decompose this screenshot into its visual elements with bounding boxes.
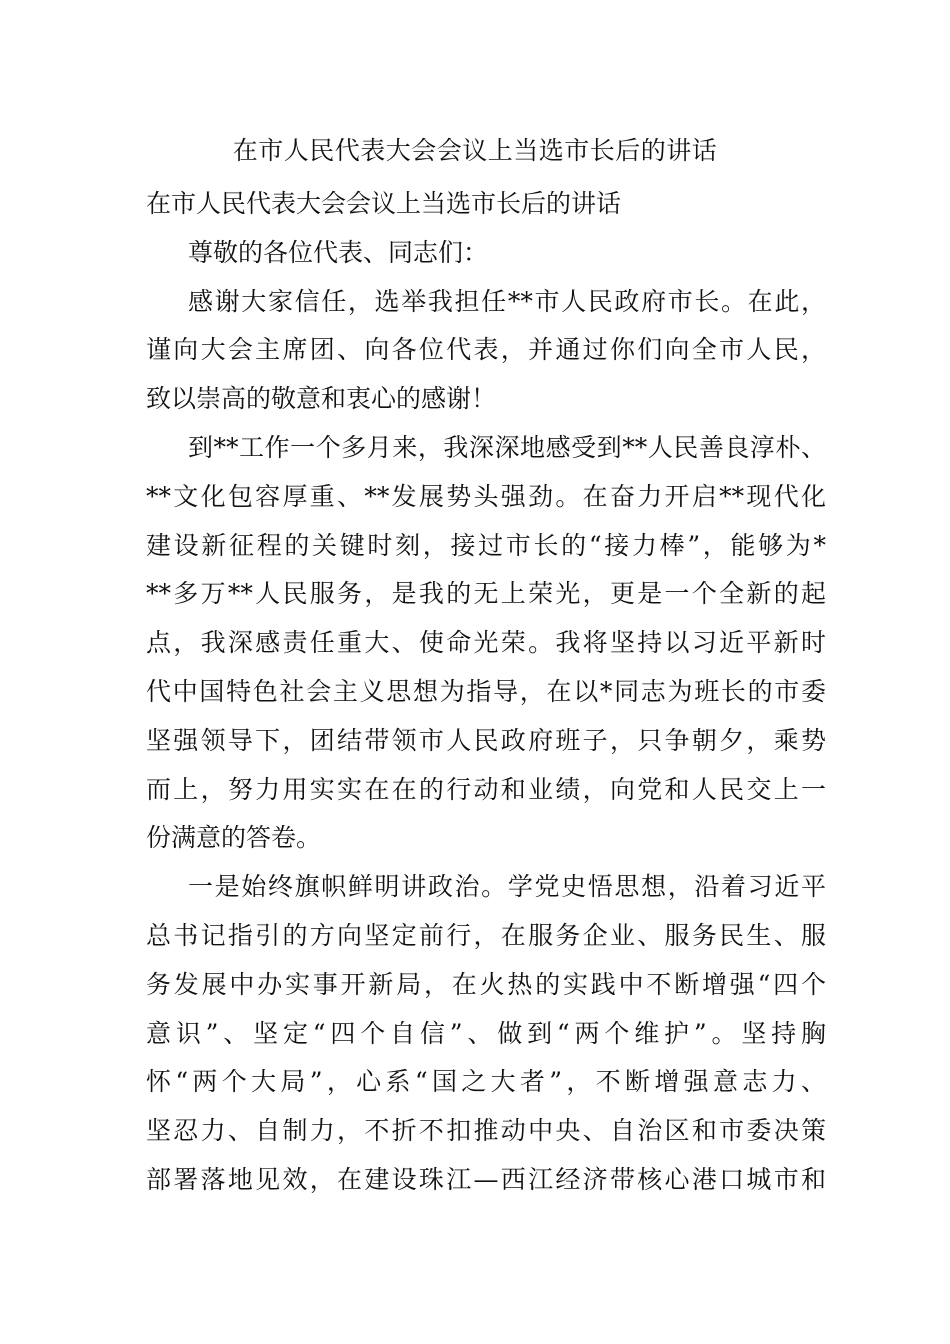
text-line: 一是始终旗帜鲜明讲政治。学党史悟思想，沿着习近平 [188,872,826,902]
text-line: 坚强领导下，团结带领市人民政府班子，只争朝夕，乘势 [146,725,826,755]
text-line: **文化包容厚重、**发展势头强劲。在奋力开启**现代化 [146,481,826,511]
text-line: 谨向大会主席团、向各位代表，并通过你们向全市人民， [146,335,826,365]
text-line: 务发展中办实事开新局，在火热的实践中不断增强“四个 [146,969,826,999]
text-line: 坚忍力、自制力，不折不扣推动中央、自治区和市委决策 [146,1116,826,1146]
document-body [146,180,826,1205]
text-line: 点，我深感责任重大、使命光荣。我将坚持以习近平新时 [146,628,826,658]
text-line: 而上，努力用实实在在的行动和业绩，向党和人民交上一 [146,774,826,804]
text-line: 总书记指引的方向坚定前行，在服务企业、服务民生、服 [146,920,826,950]
text-line: 尊敬的各位代表、同志们： [188,237,489,267]
document-title: 在市人民代表大会会议上当选市长后的讲话 [232,136,718,165]
text-line: 怀“两个大局”，心系“国之大者”，不断增强意志力、 [146,1067,826,1097]
text-line: 份满意的答卷。 [146,823,322,853]
text-line: 部署落地见效，在建设珠江—西江经济带核心港口城市和 [146,1164,826,1194]
text-line: **多万**人民服务，是我的无上荣光，更是一个全新的起 [146,579,826,609]
text-line: 代中国特色社会主义思想为指导，在以*同志为班长的市委 [146,676,826,706]
text-line: 到**工作一个多月来，我深深地感受到**人民善良淳朴、 [188,432,826,462]
text-line: 建设新征程的关键时刻，接过市长的“接力棒”，能够为* [146,530,826,560]
text-line: 致以崇高的敬意和衷心的感谢！ [146,384,497,414]
document-subtitle: 在市人民代表大会会议上当选市长后的讲话 [146,189,622,218]
text-line: 感谢大家信任，选举我担任**市人民政府市长。在此， [188,286,826,316]
text-line: 意识”、坚定“四个自信”、做到“两个维护”。坚持胸 [146,1018,826,1048]
